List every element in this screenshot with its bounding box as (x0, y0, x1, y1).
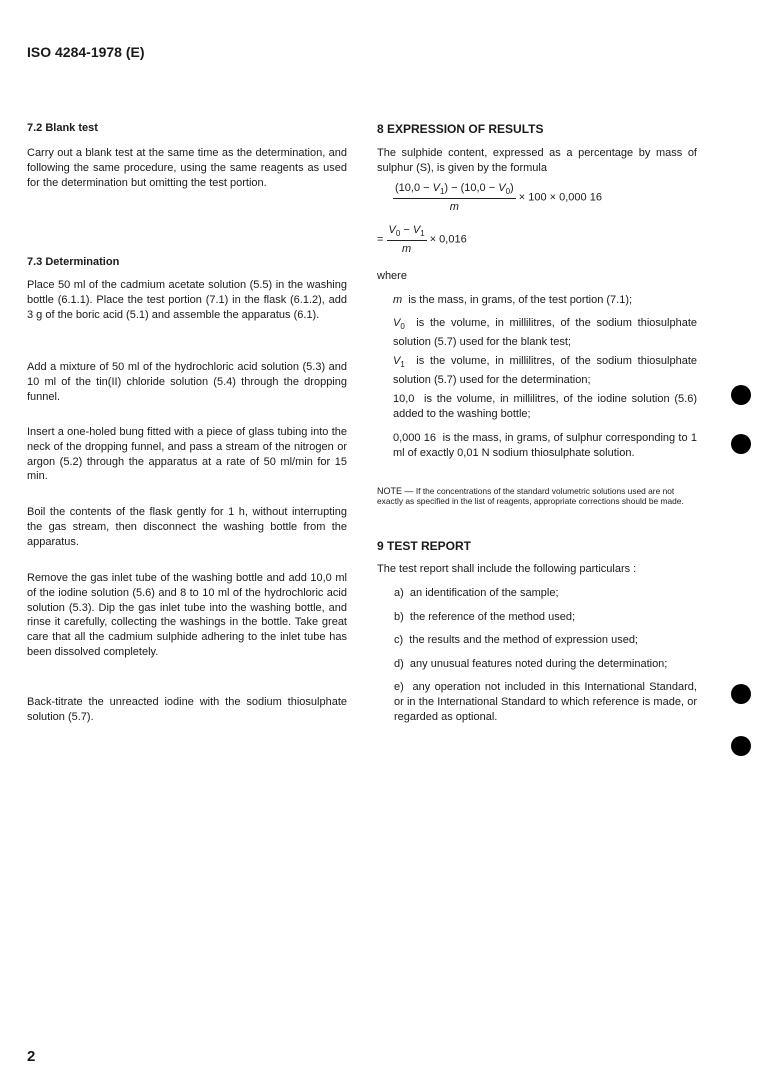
list-item: c) the results and the method of expression used; (394, 634, 638, 646)
formula-main-multiplier: × 100 × 0,000 16 (518, 191, 602, 204)
formula-simplified-denominator: m (401, 243, 412, 256)
section-9-intro: The test report shall include the following particulars : (377, 563, 637, 575)
section-7-2-body: Carry out a blank test at the same time as the determination, and following the same procedure, using the same reagents as used for the determination but omitting the test portion. (27, 147, 347, 189)
formula-main-numerator: $(10,0 - V_1) - (10,0 - V_0)$ (393, 182, 516, 199)
definition-m: m is the mass, in grams, of the test portion (7.1); (393, 294, 633, 306)
list-item: d) any unusual features noted during the determination; (394, 658, 668, 670)
formula-simplified (377, 224, 467, 255)
list-item: e) any operation not included in this International Standard, or in the International Standard to which reference is made, or regarded as optional. (394, 681, 697, 723)
section-7-2 (27, 122, 347, 134)
paragraph: Boil the contents of the flask gently for 1 h, without interrupting the gas stream, then disconnect the washing bottle from the apparatus. (27, 506, 347, 548)
definition-10-0: 10,0 is the volume, in millilitres, of the iodine solution (5.6) added to the washing bottle; (393, 393, 697, 420)
section-7-2-heading: 7.2 Blank test (27, 122, 98, 134)
definition-v1: $V_1$ is the volume, in millilitres, of the sodium thiosulphate solution (5.7) used for the determination; (393, 355, 697, 386)
note (377, 486, 697, 506)
formula-simplified-fraction (387, 224, 427, 255)
note-label: NOTE — (377, 486, 414, 496)
section-9-heading: 9 TEST REPORT (377, 539, 472, 553)
margin-dot (731, 434, 751, 454)
definition-v0: $V_0$ is the volume, in millilitres, of the sodium thiosulphate solution (5.7) used for the blank test; (393, 317, 697, 348)
formula-main-fraction (393, 182, 516, 213)
paragraph: Insert a one-holed bung fitted with a piece of glass tubing into the neck of the dropping funnel, and pass a stream of the nitrogen or argon (5.2) through the apparatus at a rate of 50 ml/min for 15 min. (27, 426, 347, 483)
paragraph: Add a mixture of 50 ml of the hydrochloric acid solution (5.3) and 10 ml of the tin(II) chloride solution (5.4) through the dropping funnel. (27, 361, 347, 403)
list-item: a) an identification of the sample; (394, 587, 559, 599)
section-8-heading: 8 EXPRESSION OF RESULTS (377, 122, 544, 136)
formula-main-denominator: m (449, 201, 459, 214)
paragraph: Back-titrate the unreacted iodine with the sodium thiosulphate solution (5.7). (27, 696, 347, 723)
document-header: ISO 4284-1978 (E) (27, 44, 145, 60)
section-8-intro: The sulphide content, expressed as a percentage by mass of sulphur (S), is given by the formula (377, 147, 697, 174)
list-item: b) the reference of the method used; (394, 611, 576, 623)
formula-main (393, 182, 602, 213)
margin-dot (731, 736, 751, 756)
formula-simplified-multiplier: × 0,016 (429, 233, 467, 246)
where-label: where (377, 270, 407, 282)
note-text: If the concentrations of the standard volumetric solutions used are not exactly as specified in the list of reagents, appropriate corrections should be made. (377, 486, 684, 506)
margin-dot (731, 385, 751, 405)
formula-equals: = (377, 233, 384, 246)
definition-0-00016: 0,000 16 is the mass, in grams, of sulphur corresponding to 1 ml of exactly 0,01 N sodium thiosulphate solution. (393, 432, 697, 459)
formula-simplified-numerator: $V_0 - V_1$ (387, 224, 427, 241)
paragraph: Remove the gas inlet tube of the washing bottle and add 10,0 ml of the iodine solution (5.6) and 8 to 10 ml of the hydrochloric acid solution (5.3). Dip the gas inlet tube into the washing bottle, and rinse it carefully, collecting the washings in the bottle. Take great care that all the cadmium sulphide adhering to the inlet tube has been dissolved completely. (27, 572, 347, 658)
section-7-3-heading: 7.3 Determination (27, 256, 120, 268)
paragraph: Place 50 ml of the cadmium acetate solution (5.5) in the washing bottle (6.1.1). Place the test portion (7.1) in the flask (6.1.2), add 3 g of the boric acid (5.1) and assemble the apparatus (6.1). (27, 279, 347, 321)
margin-dot (731, 684, 751, 704)
page-number: 2 (27, 1048, 36, 1065)
